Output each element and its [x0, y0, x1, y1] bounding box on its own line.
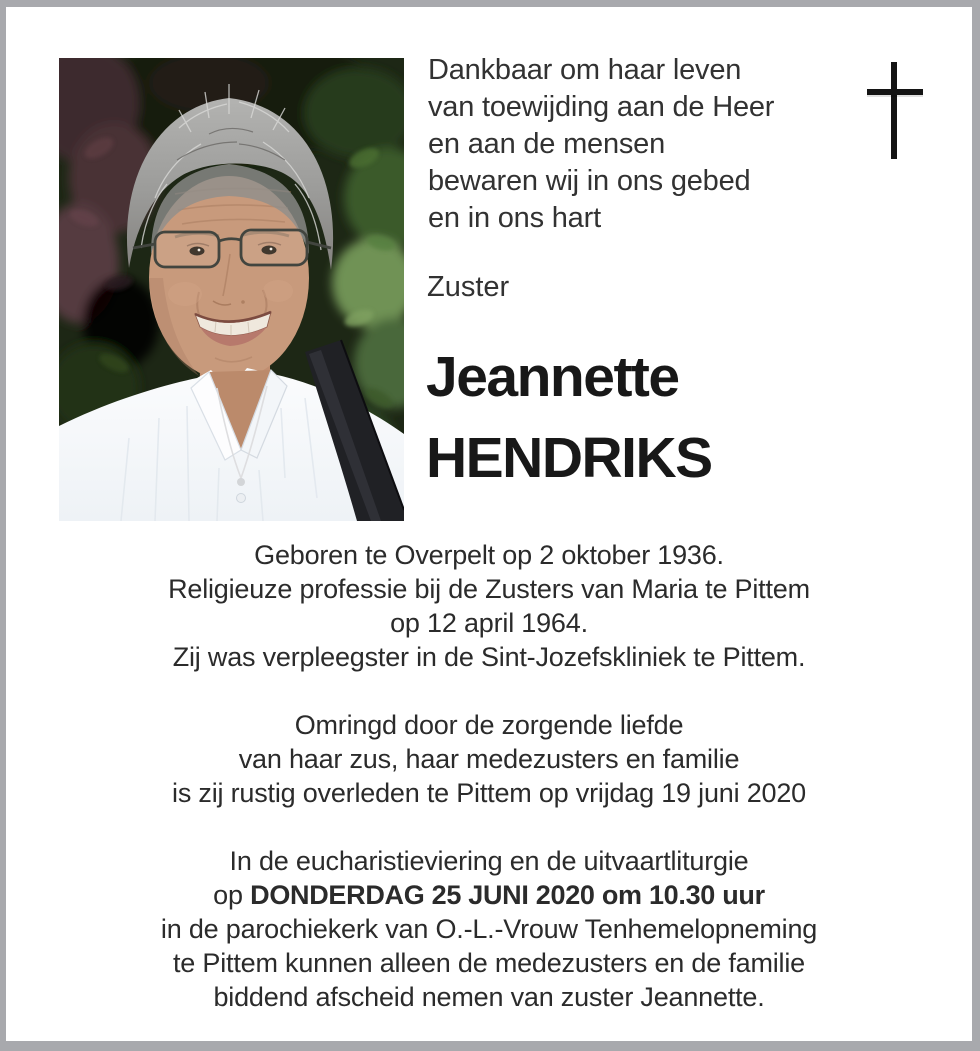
- passing-line: is zij rustig overleden te Pittem op vrijdag 19 juni 2020: [172, 778, 806, 808]
- service-datetime-prefix: op: [213, 880, 243, 910]
- opening-verse-line: en in ons hart: [428, 202, 601, 234]
- title-zuster: Zuster: [427, 271, 510, 303]
- body-text: [6, 538, 972, 1014]
- opening-verse-line: en aan de mensen: [428, 128, 666, 160]
- life-line: op 12 april 1964.: [390, 608, 588, 638]
- passing-line: van haar zus, haar medezusters en familie: [238, 744, 740, 774]
- opening-verse-line: Dankbaar om haar leven: [428, 54, 742, 86]
- cross-vertical-bar: [891, 62, 897, 159]
- service-line: te Pittem kunnen alleen de medezusters en de familie: [173, 948, 805, 978]
- service-line: In de eucharistieviering en de uitvaartliturgie: [229, 846, 749, 876]
- life-line: Geboren te Overpelt op 2 oktober 1936.: [254, 540, 724, 570]
- opening-verse-line: bewaren wij in ons gebed: [428, 165, 751, 197]
- cross-horizontal-bar: [867, 89, 923, 95]
- passing-paragraph: [6, 708, 972, 810]
- service-line-datetime: [6, 878, 972, 912]
- life-line: Zij was verpleegster in de Sint-Jozefskliniek te Pittem.: [172, 642, 806, 672]
- life-paragraph: [6, 538, 972, 674]
- service-line: biddend afscheid nemen van zuster Jeannette.: [213, 982, 765, 1012]
- service-line: in de parochiekerk van O.-L.-Vrouw Tenhemelopneming: [160, 914, 818, 944]
- service-datetime: DONDERDAG 25 JUNI 2020 om 10.30 uur: [250, 880, 765, 910]
- passing-line: Omringd door de zorgende liefde: [294, 710, 684, 740]
- opening-verse-line: van toewijding aan de Heer: [428, 91, 775, 123]
- portrait-photo: [59, 58, 404, 521]
- opening-verse: [428, 52, 774, 237]
- life-line: Religieuze professie bij de Zusters van Maria te Pittem: [168, 574, 810, 604]
- last-name: HENDRIKS: [426, 426, 712, 490]
- first-name: Jeannette: [426, 345, 679, 409]
- service-paragraph: [6, 844, 972, 1014]
